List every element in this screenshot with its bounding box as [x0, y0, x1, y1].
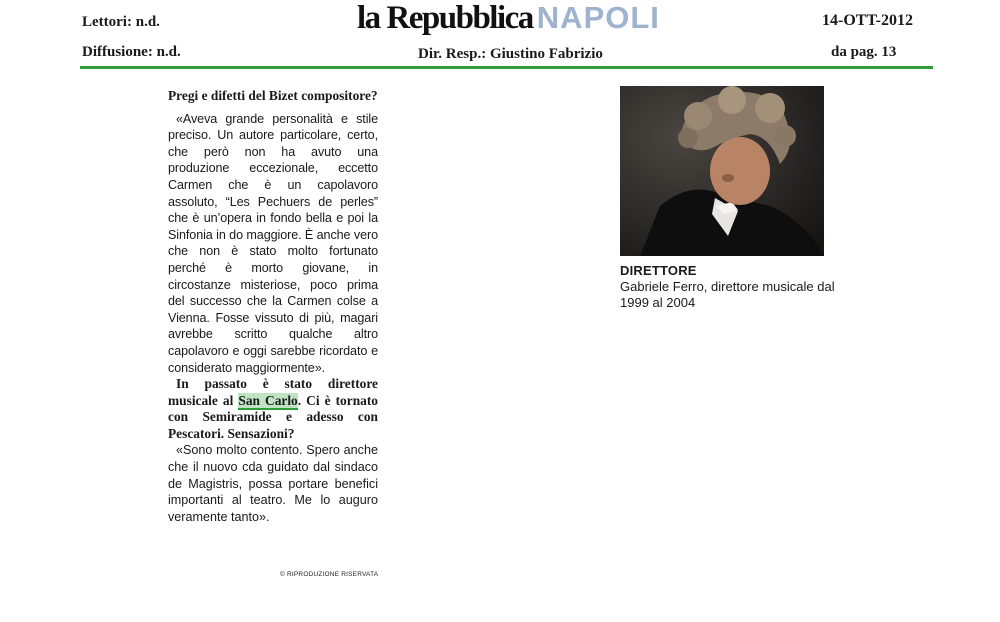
question-2	[168, 376, 378, 442]
caption-title: DIRETTORE	[620, 263, 697, 278]
photo-caption	[620, 263, 850, 311]
readers-label: Lettori: n.d.	[82, 14, 160, 30]
question-1: Pregi e difetti del Bizet compositore?	[168, 88, 378, 103]
header-divider	[80, 66, 933, 69]
conductor-photo	[620, 86, 824, 256]
answer-2: «Sono molto contento. Spero anche che il nuovo cda guidato dal sindaco de Magistris, possa portare benefici importanti al teatro. Me lo auguro veramente tanto».	[168, 443, 378, 524]
newspaper-masthead	[357, 0, 660, 37]
answer-1: «Aveva grande personalità e stile preciso. Un autore particolare, certo, che però non ha avuto una produzione eccezionale, eccetto Carmen che è un capolavoro assoluto, “Les Pechuers de perles” che è un’opera in fondo bella e poi la Sinfonia in do maggiore. È anche vero che non è stato molto fortunato perché è morto giovane, in circostanze misteriose, poco prima del successo che la Carmen colse a Vienna. Fosse vissuto di più, magari avrebbe scritto qualche altro capolavoro e oggi sarebbe ricordato e considerato maggiormente».	[168, 111, 378, 375]
question-2-end: . Ci è tornato con Semiramide e adesso con Pescatori. Sensazioni?	[168, 392, 378, 441]
question-2-start: In passato è stato direttore musicale al	[168, 376, 378, 408]
circulation-label: Diffusione: n.d.	[82, 44, 181, 60]
caption-text: Gabriele Ferro, direttore musicale dal 1999 al 2004	[620, 279, 835, 310]
page-reference: da pag. 13	[831, 44, 897, 60]
editor-in-chief: Dir. Resp.: Giustino Fabrizio	[418, 46, 603, 62]
highlighted-term: San Carlo	[238, 392, 298, 408]
article-column	[168, 88, 378, 525]
publication-date: 14-OTT-2012	[822, 12, 913, 29]
conductor-photo-image	[620, 86, 824, 256]
copyright-notice: © RIPRODUZIONE RISERVATA	[280, 571, 379, 578]
masthead-title: la Repubblica	[357, 0, 533, 36]
masthead-city: NAPOLI	[536, 0, 660, 35]
